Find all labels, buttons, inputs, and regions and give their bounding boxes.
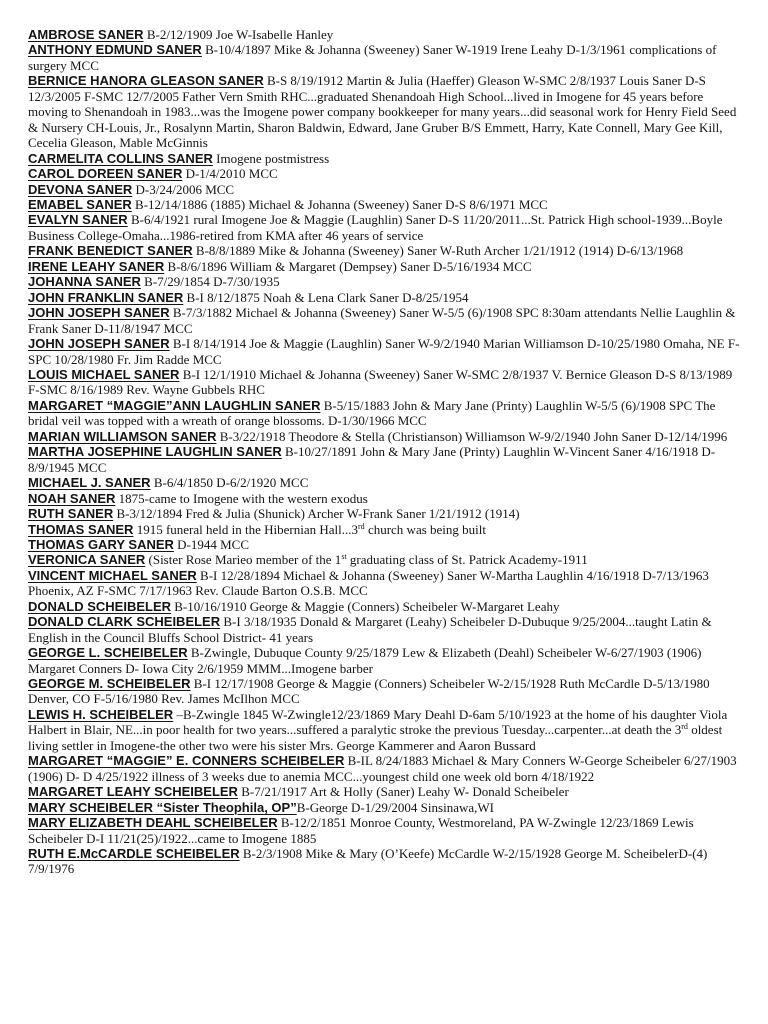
person-entry	[28, 212, 744, 243]
person-name: JOHN JOSEPH SANER	[28, 305, 170, 321]
person-details: B-10/27/1891 John & Mary Jane (Printy) Laughlin W-Vincent Saner 4/16/1918 D-8/9/1945 MCC	[28, 444, 716, 475]
person-entry	[28, 614, 744, 645]
person-entry	[28, 290, 744, 305]
person-entry	[28, 259, 744, 274]
ordinal-suffix: rd	[358, 521, 365, 531]
person-details: B-6/4/1850 D-6/2/1920 MCC	[150, 475, 309, 491]
person-details: B-6/4/1921 rural Imogene Joe & Maggie (Laughlin) Saner D-S 11/20/2011...St. Patrick High school-1939...Boyle Business College-Omaha...1986-retired from KMA after 46 years of service	[28, 212, 723, 243]
person-details: B-3/12/1894 Fred & Julia (Shunick) Archer W-Frank Saner 1/21/1912 (1914)	[113, 506, 520, 522]
person-entry	[28, 367, 744, 398]
genealogy-document	[28, 27, 744, 877]
person-name: JOHANNA SANER	[28, 274, 141, 290]
person-name: FRANK BENEDICT SANER	[28, 243, 193, 259]
person-name: ANTHONY EDMUND SANER	[28, 42, 202, 58]
person-name: JOHN JOSEPH SANER	[28, 336, 170, 352]
person-details: B-3/22/1918 Theodore & Stella (Christianson) Williamson W-9/2/1940 John Saner D-12/14/1996	[216, 428, 728, 444]
person-details: B-2/3/1908 Mike & Mary (O’Keefe) McCardle W-2/15/1928 George M. ScheibelerD-(4) 7/9/1976	[28, 846, 708, 877]
person-entry	[28, 42, 744, 73]
person-details: 1915 funeral held in the Hibernian Hall...3	[133, 521, 359, 537]
person-name: VERONICA SANER	[28, 552, 146, 568]
person-details: D-3/24/2006 MCC	[132, 181, 235, 197]
person-details-continued: oldest living settler in Imogene-the other two were his sister Mrs. George Kammerer and Aaron Bussard	[28, 722, 723, 753]
person-entry	[28, 784, 744, 799]
person-entry	[28, 398, 744, 429]
person-entry	[28, 552, 744, 567]
person-details: –B-Zwingle 1845 W-Zwingle12/23/1869 Mary Deahl D-6am 5/10/1923 at the home of his daughter Viola Halbert in Blair, NE...in poor health for two years...suffered a paralytic stroke the previous Tuesday...carpenter...at death the 3	[28, 706, 728, 738]
person-entry	[28, 846, 744, 877]
person-entry	[28, 707, 744, 753]
person-name: MARIAN WILLIAMSON SANER	[28, 428, 217, 444]
person-name: BERNICE HANORA GLEASON SANER	[28, 73, 264, 89]
person-name: IRENE LEAHY SANER	[28, 258, 165, 274]
person-name: DONALD SCHEIBELER	[28, 598, 172, 614]
person-entry	[28, 475, 744, 490]
person-details: B-I 12/1/1910 Michael & Johanna (Sweeney) Saner W-SMC 2/8/1937 V. Bernice Gleason D-S 8/13/1989 F-SMC 8/16/1989 Rev. Wayne Gubbels RHC	[28, 366, 733, 398]
person-name: JOHN FRANKLIN SANER	[28, 289, 184, 305]
person-name: DEVONA SANER	[28, 181, 133, 197]
person-details: D-1944 MCC	[173, 536, 250, 552]
person-details: B-I 12/17/1908 George & Maggie (Conners) Scheibeler W-2/15/1928 Ruth McCardle D-5/13/1980 Denver, CO F-5/16/1980 Rev. James McIlhon MCC	[28, 676, 710, 707]
person-details: B-George D-1/29/2004 Sinsinawa,WI	[296, 799, 494, 815]
person-name: GEORGE L. SCHEIBELER	[28, 645, 188, 661]
person-name: AMBROSE SANER	[28, 27, 144, 42]
person-details-continued: church was being built	[364, 521, 486, 537]
person-entry	[28, 815, 744, 846]
ordinal-suffix: rd	[681, 722, 688, 732]
person-details: 1875-came to Imogene with the western exodus	[115, 490, 368, 506]
person-name: MARY SCHEIBELER “Sister Theophila, OP”	[28, 799, 297, 815]
person-name: THOMAS SANER	[28, 521, 134, 537]
person-details: B-8/6/1896 William & Margaret (Dempsey) Saner D-5/16/1934 MCC	[164, 258, 532, 274]
person-name: EVALYN SANER	[28, 212, 128, 228]
person-entry	[28, 599, 744, 614]
person-entry	[28, 568, 744, 599]
person-details: B-I 8/12/1875 Noah & Lena Clark Saner D-8/25/1954	[183, 289, 469, 305]
person-details: B-Zwingle, Dubuque County 9/25/1879 Lew & Elizabeth (Deahl) Scheibeler W-6/27/1903 (1906) Margaret Conners D- Iowa City 2/6/1959 MMM...Imogene barber	[28, 645, 702, 676]
person-details: B-7/21/1917 Art & Holly (Saner) Leahy W- Donald Scheibeler	[237, 784, 569, 800]
person-name: VINCENT MICHAEL SANER	[28, 567, 197, 583]
person-details: (Sister Rose Marieo member of the 1	[145, 552, 342, 568]
person-entry	[28, 336, 744, 367]
person-entry	[28, 676, 744, 707]
person-details: Imogene postmistress	[212, 150, 330, 166]
person-details: D-1/4/2010 MCC	[182, 166, 278, 182]
person-name: CARMELITA COLLINS SANER	[28, 150, 213, 166]
person-details: B-2/12/1909 Joe W-Isabelle Hanley	[143, 27, 334, 42]
person-entry	[28, 800, 744, 815]
person-name: MARY ELIZABETH DEAHL SCHEIBELER	[28, 815, 278, 831]
person-name: LEWIS H. SCHEIBELER	[28, 706, 174, 722]
person-name: GEORGE M. SCHEIBELER	[28, 676, 191, 692]
person-entry	[28, 274, 744, 289]
person-entry	[28, 182, 744, 197]
person-details: B-7/29/1854 D-7/30/1935	[140, 274, 280, 290]
person-entry	[28, 537, 744, 552]
person-name: MARTHA JOSEPHINE LAUGHLIN SANER	[28, 444, 282, 460]
person-details: B-7/3/1882 Michael & Johanna (Sweeney) Saner W-5/5 (6)/1908 SPC 8:30am attendants Nellie Laughlin & Frank Saner D-11/8/1947 MCC	[28, 305, 736, 336]
ordinal-suffix: st	[341, 552, 347, 562]
person-name: CAROL DOREEN SANER	[28, 166, 183, 182]
person-details: B-I 3/18/1935 Donald & Margaret (Leahy) Scheibeler D-Dubuque 9/25/2004...taught Latin & English in the Council Bluffs School District- 41 years	[28, 614, 712, 645]
person-entry	[28, 506, 744, 521]
person-name: LOUIS MICHAEL SANER	[28, 366, 180, 382]
person-details: B-10/4/1897 Mike & Johanna (Sweeney) Saner W-1919 Irene Leahy D-1/3/1961 complications of surgery MCC	[28, 42, 717, 73]
person-details: B-S 8/19/1912 Martin & Julia (Haeffer) Gleason W-SMC 2/8/1937 Louis Saner D-S 12/3/2005 F-SMC 12/7/2005 Father Vern Smith RHC...graduated Shenandoah High School...lived in Imogene for 45 years before moving to Shenandoah in 1983...was the Imogene power company bookkeeper for many years...did seasonal work for Henry Field Seed & Nursery CH-Louis, Jr., Rosalynn Martin, Sharon Baldwin, Edward, Jane Gruber B/S Emmett, Harry, Kate Connell, Mary Gee Kill, Cecelia Gleason, Mable McGinnis	[28, 73, 737, 151]
person-entry	[28, 645, 744, 676]
person-entry	[28, 151, 744, 166]
person-name: RUTH SANER	[28, 506, 114, 522]
person-entry	[28, 522, 744, 537]
person-details: B-10/16/1910 George & Maggie (Conners) Scheibeler W-Margaret Leahy	[171, 598, 560, 614]
person-entry	[28, 305, 744, 336]
person-name: MARGARET LEAHY SCHEIBELER	[28, 784, 238, 800]
person-name: DONALD CLARK SCHEIBELER	[28, 614, 221, 630]
person-name: THOMAS GARY SANER	[28, 536, 174, 552]
person-details: B-I 8/14/1914 Joe & Maggie (Laughlin) Saner W-9/2/1940 Marian Williamson D-10/25/1980 Omaha, NE F-SPC 10/28/1980 Fr. Jim Radde MCC	[28, 336, 740, 367]
person-name: MICHAEL J. SANER	[28, 475, 151, 491]
person-entry	[28, 166, 744, 181]
person-details: B-IL 8/24/1883 Michael & Mary Conners W-George Scheibeler 6/27/1903 (1906) D- D 4/25/1922 illness of 3 weeks due to anemia MCC...youngest child one week old born 4/18/1922	[28, 753, 737, 784]
person-entry	[28, 73, 744, 150]
person-entry	[28, 243, 744, 258]
person-entry	[28, 491, 744, 506]
person-entry	[28, 444, 744, 475]
person-details: B-8/8/1889 Mike & Johanna (Sweeney) Saner W-Ruth Archer 1/21/1912 (1914) D-6/13/1968	[192, 243, 684, 259]
person-entry	[28, 753, 744, 784]
person-details: B-I 12/28/1894 Michael & Johanna (Sweeney) Saner W-Martha Laughlin 4/16/1918 D-7/13/1963 Phoenix, AZ F-SMC 7/17/1963 Rev. Claude Barton O.S.B. MCC	[28, 567, 709, 599]
person-details: B-12/2/1851 Monroe County, Westmoreland, PA W-Zwingle 12/23/1869 Lewis Scheibeler D-I 11/21(25)/1922...came to Imogene 1885	[28, 815, 694, 846]
person-details: B-5/15/1883 John & Mary Jane (Printy) Laughlin W-5/5 (6)/1908 SPC The bridal veil was topped with a wreath of orange blossoms. D-1/30/1966 MCC	[28, 397, 716, 429]
person-name: MARGARET “MAGGIE” E. CONNERS SCHEIBELER	[28, 753, 345, 769]
person-details-continued: graduating class of St. Patrick Academy-1911	[346, 552, 588, 568]
person-entry	[28, 429, 744, 444]
person-name: MARGARET “MAGGIE”ANN LAUGHLIN SANER	[28, 397, 321, 413]
person-name: NOAH SANER	[28, 490, 116, 506]
person-entry	[28, 197, 744, 212]
person-entry	[28, 27, 744, 42]
person-name: EMABEL SANER	[28, 196, 132, 212]
person-details: B-12/14/1886 (1885) Michael & Johanna (Sweeney) Saner D-S 8/6/1971 MCC	[131, 196, 548, 212]
person-name: RUTH E.McCARDLE SCHEIBELER	[28, 846, 240, 862]
